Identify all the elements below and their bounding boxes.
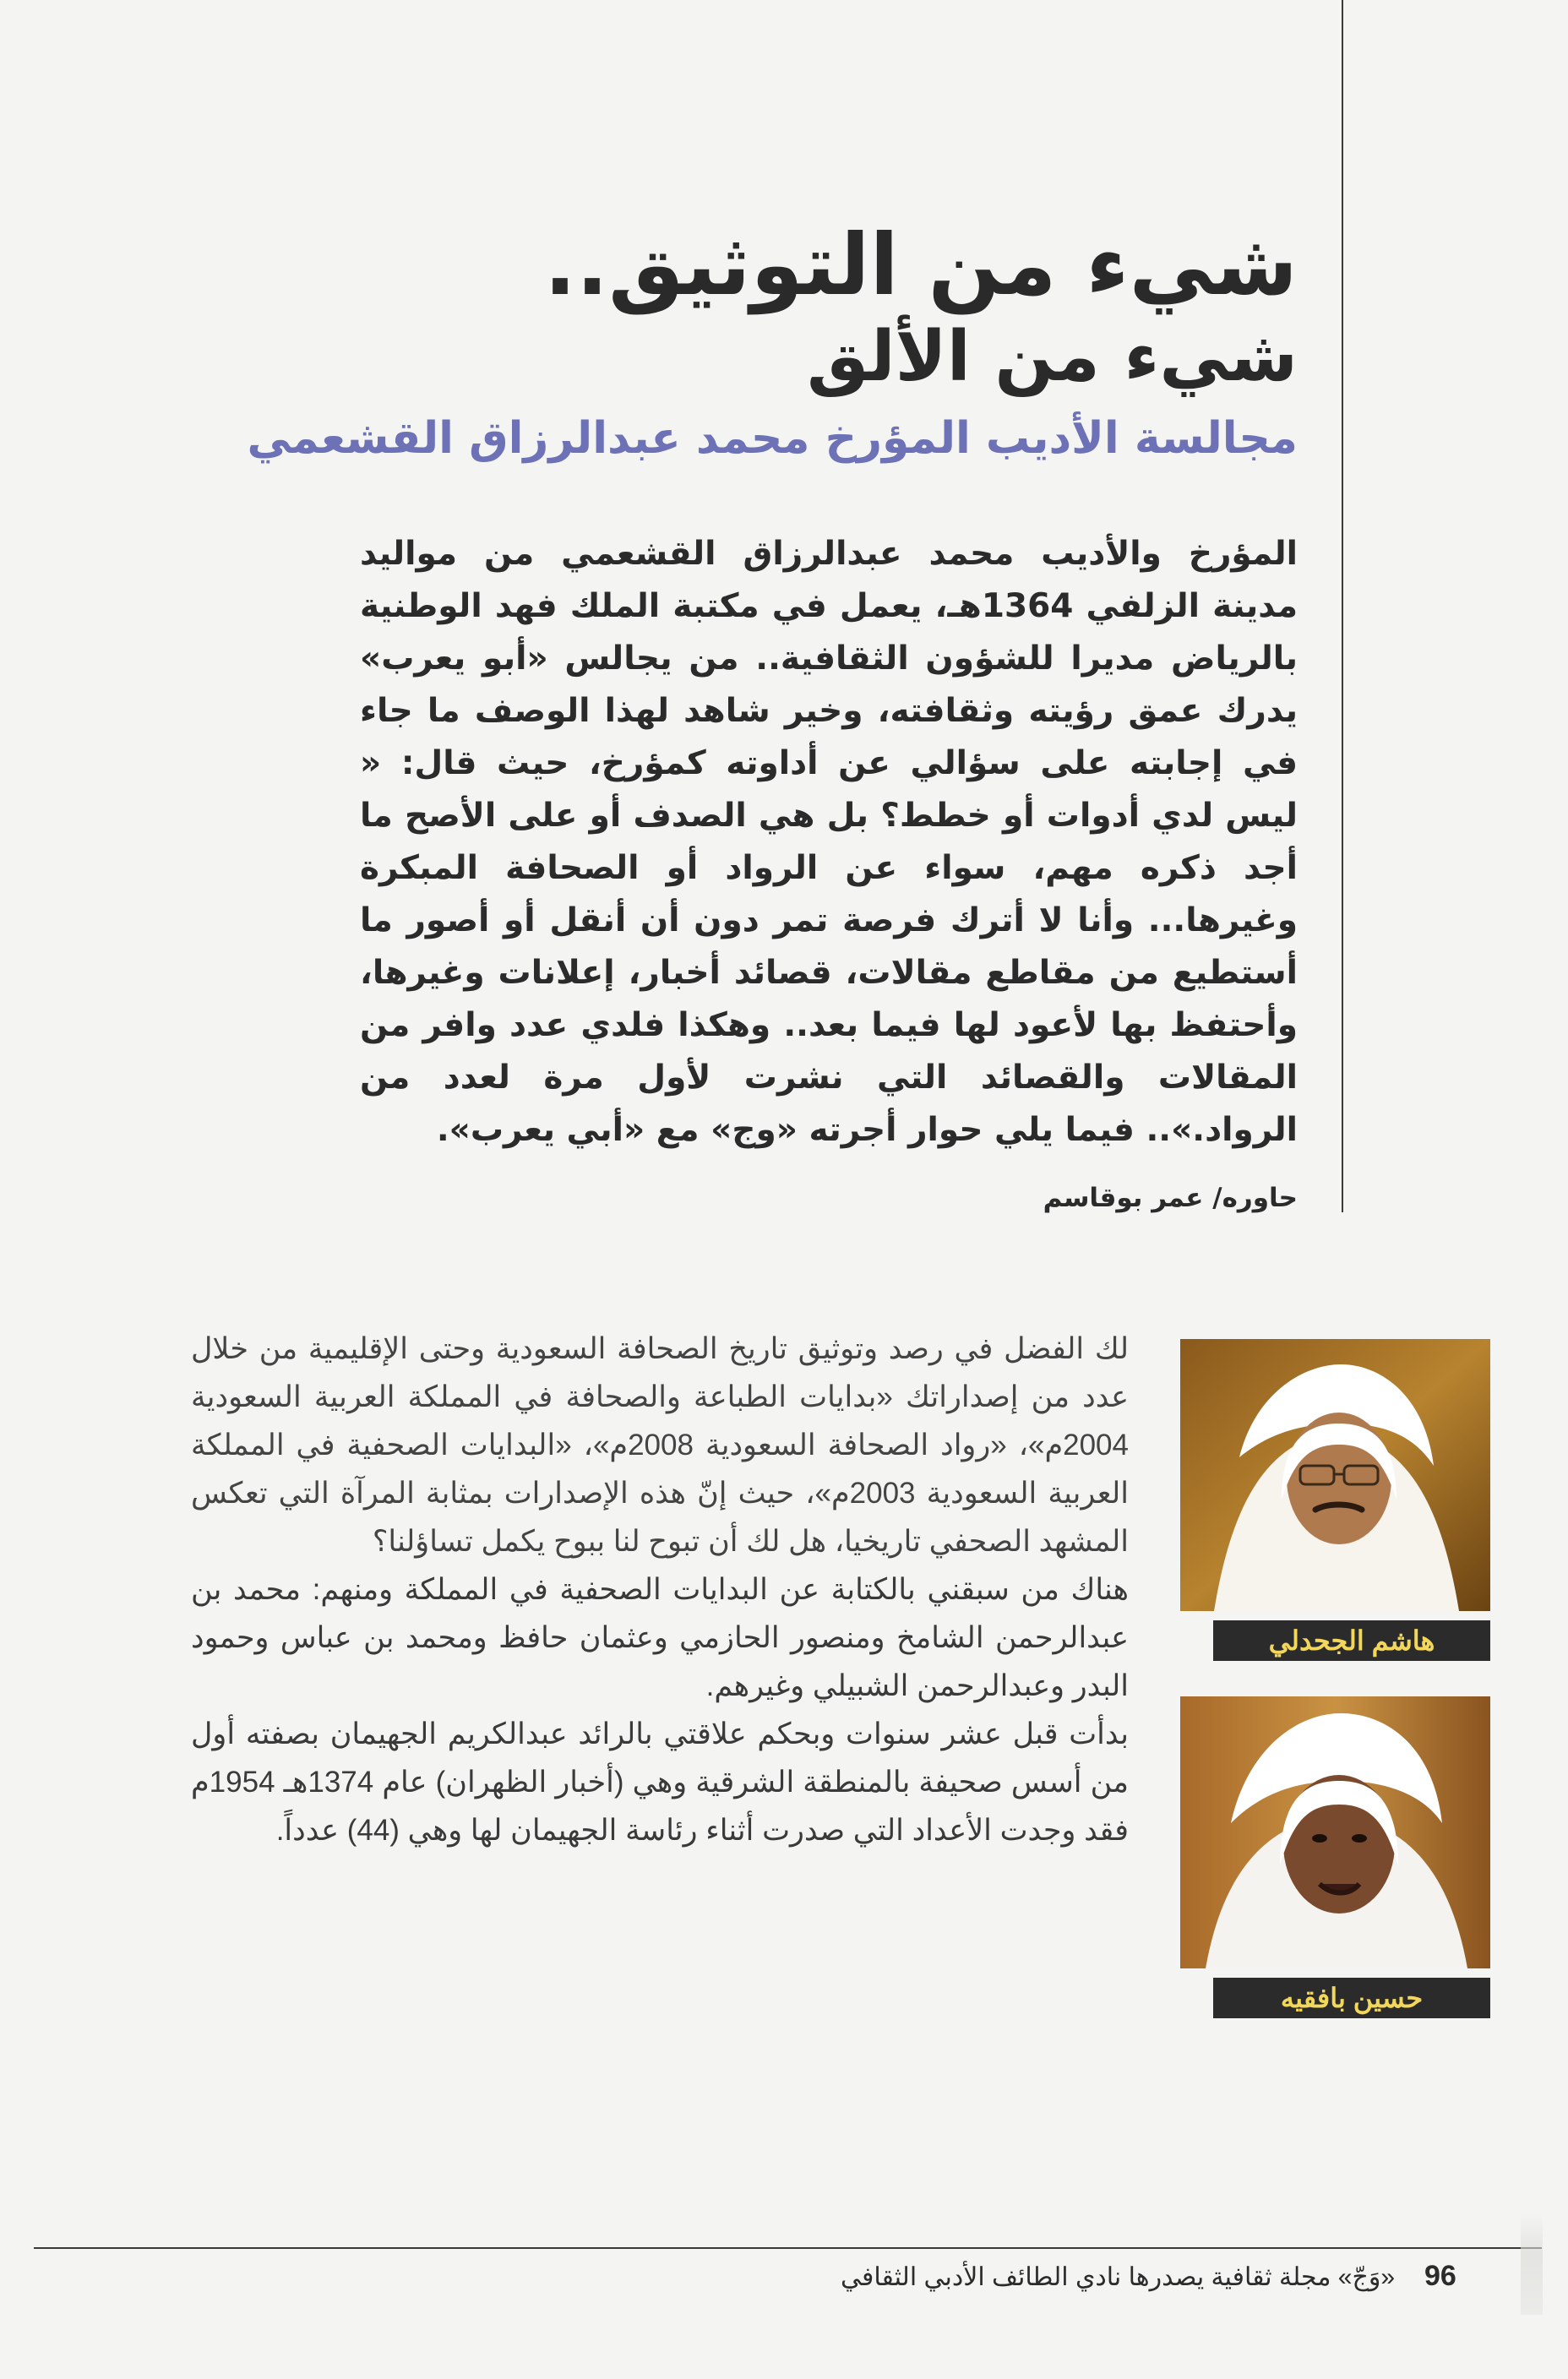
- portrait-icon: [1180, 1696, 1490, 1968]
- footer-divider: [34, 2247, 1542, 2249]
- article-byline: حاوره/ عمر بوقاسم: [1043, 1183, 1298, 1213]
- portrait-photo: [1180, 1696, 1490, 1968]
- photo-caption: هاشم الجحدلي: [1213, 1620, 1490, 1661]
- interview-question: لك الفضل في رصد وتوثيق تاريخ الصحافة السعودية وحتى الإقليمية من خلال عدد من إصداراتك «بدايات الطباعة والصحافة في المملكة العربية السعودية 2004م»، «رواد الصحافة السعودية 2008م»، «البدايات الصحفية في المملكة العربية السعودية 2003م»، حيث إنّ هذه الإصدارات بمثابة المرآة التي تعكس المشهد الصحفي تاريخيا، هل لك أن تبوح لنا ببوح يكمل تساؤلنا؟: [191, 1332, 1130, 1558]
- footer-magazine-info: «وَجّ» مجلة ثقافية يصدرها نادي الطائف الأدبي الثقافي: [840, 2263, 1395, 2291]
- photo-card-hashem: [1180, 1339, 1490, 1656]
- portrait-photo: [1180, 1339, 1490, 1611]
- portrait-icon: [1180, 1339, 1490, 1611]
- interview-body: [191, 1325, 1129, 1854]
- article-intro: المؤرخ والأديب محمد عبدالرزاق القشعمي من مواليد مدينة الزلفي 1364هـ، يعمل في مكتبة الملك فهد الوطنية بالرياض مديرا للشؤون الثقافية.. من يجالس «أبو يعرب» يدرك عمق رؤيته وثقافته، وخير شاهد لهذا الوصف ما جاء في إجابته على سؤالي عن أداوته كمؤرخ، حيث قال: « ليس لدي أدوات أو خطط؟ بل هي الصدف أو على الأصح ما أجد ذكره مهم، سواء عن الرواد أو الصحافة المبكرة وغيرها... وأنا لا أترك فرصة تمر دون أن أنقل أو أصور ما أستطيع من مقاطع مقالات، قصائد أخبار، إعلانات وغيرها، وأحتفظ بها لأعود لها فيما بعد.. وهكذا فلدي عدد وافر من المقالات والقصائد التي نشرت لأول مرة لعدد من الرواد.».. فيما يلي حوار أجرته «وج» مع «أبي يعرب».: [360, 535, 1298, 1149]
- scan-edge-mark: [1521, 2213, 1543, 2315]
- interview-answer-paragraph: بدأت قبل عشر سنوات وبحكم علاقتي بالرائد عبدالكريم الجهيمان بصفته أول من أسس صحيفة بالمنطقة الشرقية وهي (أخبار الظهران) عام 1374هـ 1954م فقد وجدت الأعداد التي صدرت أثناء رئاسة الجهيمان لها وهي (44) عدداً.: [191, 1718, 1130, 1847]
- interview-answer-paragraph: هناك من سبقني بالكتابة عن البدايات الصحفية في المملكة ومنهم: محمد بن عبدالرحمن الشامخ ومنصور الحازمي وعثمان حافظ ومحمد بن عباس وحمود البدر وعبدالرحمن الشبيلي وغيرهم.: [191, 1573, 1129, 1702]
- article-subtitle: مجالسة الأديب المؤرخ محمد عبدالرزاق القشعمي: [247, 413, 1298, 464]
- article-title-line2: شيء من الألق: [806, 317, 1298, 397]
- article-header: [233, 215, 1298, 469]
- column-divider: [1342, 0, 1343, 1212]
- page-number: 96: [1424, 2260, 1456, 2292]
- photo-caption: حسين بافقيه: [1213, 1978, 1490, 2018]
- photo-card-hussein: [1180, 1696, 1490, 2013]
- article-title-line1: شيء من التوثيق..: [544, 215, 1298, 314]
